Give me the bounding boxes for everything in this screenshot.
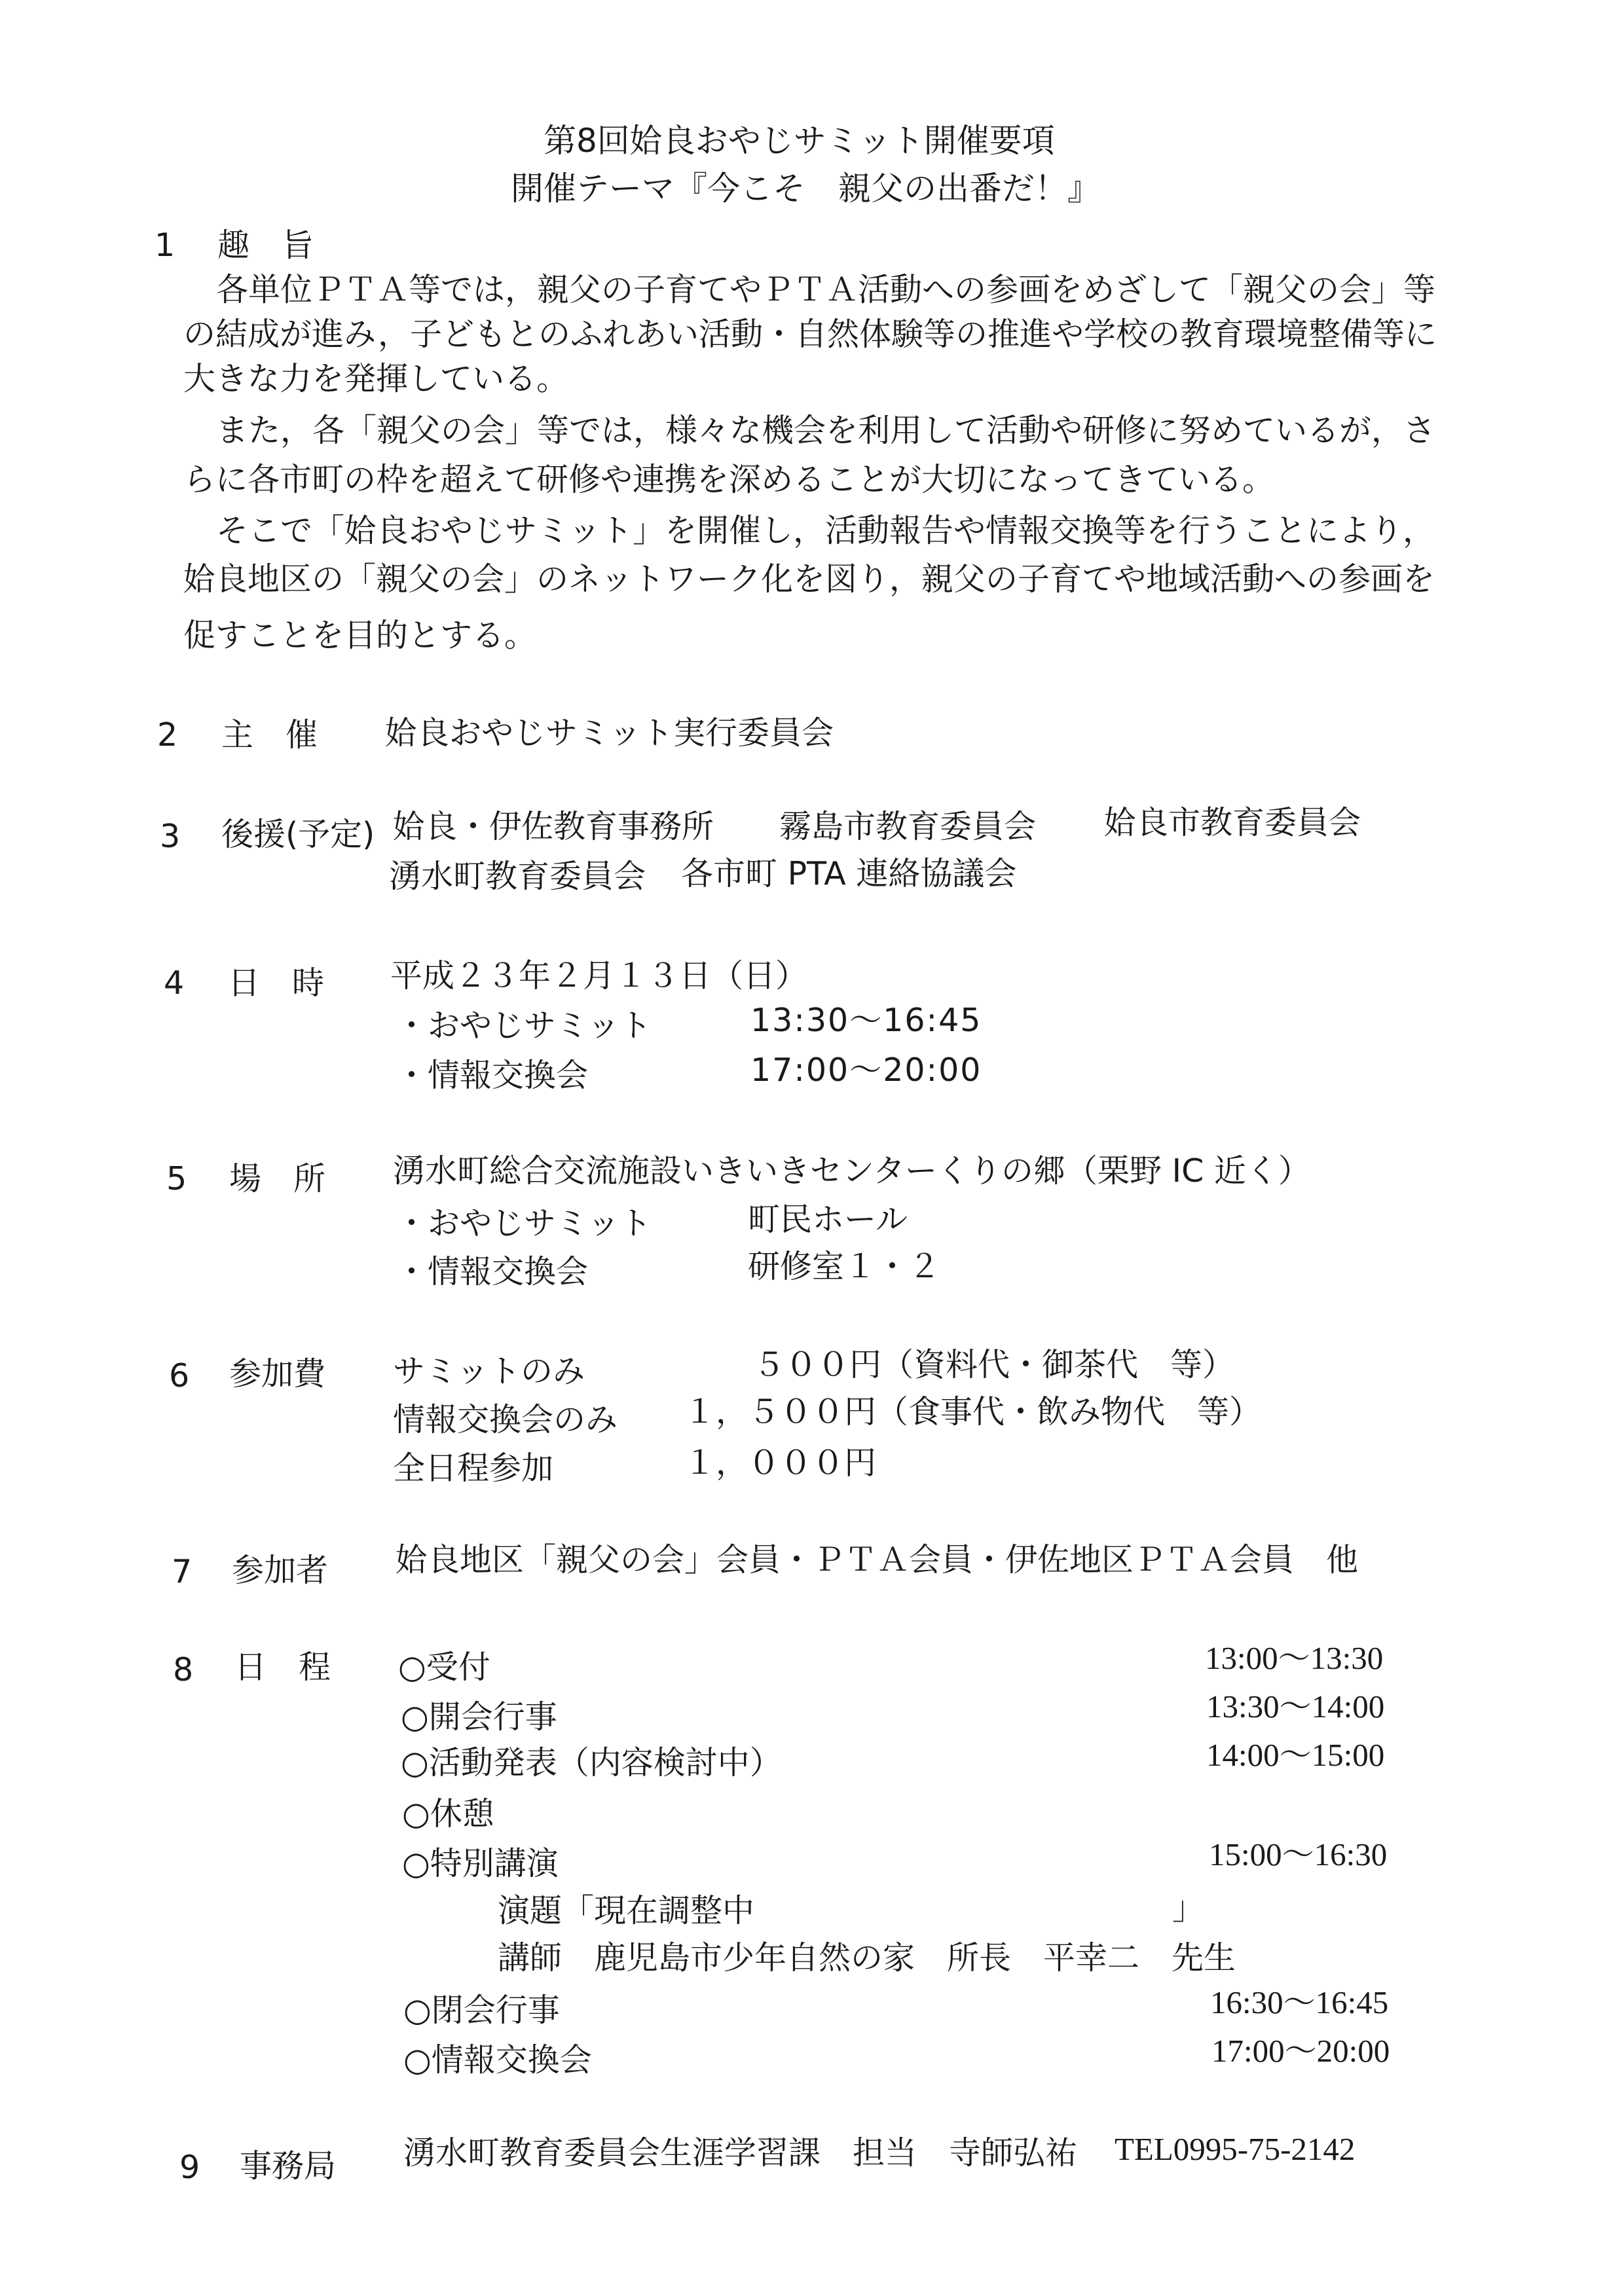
lecturer: 講師 鹿児島市少年自然の家 所長 平幸二 先生 bbox=[498, 1939, 1236, 1977]
section-6-value: １，０００円 bbox=[684, 1444, 877, 1482]
section-4-label: ・おやじサミット bbox=[396, 1007, 652, 1044]
section-5-label: ・情報交換会 bbox=[396, 1253, 589, 1290]
section-6-label: 全日程参加 bbox=[393, 1449, 554, 1487]
schedule-time: 13:00～13:30 bbox=[1205, 1640, 1384, 1676]
section-9-value: 湧水町教育委員会生涯学習課 担当 寺師弘祐 bbox=[403, 2134, 1078, 2172]
section-9-number: 9 bbox=[179, 2149, 200, 2186]
schedule-item: ○閉会行事 bbox=[403, 1992, 560, 2029]
section-3-item: 各市町 PTA 連絡協議会 bbox=[681, 855, 1017, 892]
section-6-number: 6 bbox=[169, 1357, 190, 1394]
section-1-line: 大きな力を発揮している。 bbox=[183, 360, 569, 397]
section-4-time: 17:00～20:00 bbox=[750, 1051, 982, 1089]
lecture-title-end: 」 bbox=[1172, 1889, 1205, 1927]
schedule-item: ○受付 bbox=[398, 1649, 490, 1686]
schedule-item: ○特別講演 bbox=[402, 1845, 559, 1882]
section-6-label: 情報交換会のみ bbox=[393, 1401, 618, 1438]
section-1-line: らに各市町の枠を超えて研修や連携を深めることが大切になってきている。 bbox=[183, 461, 1275, 498]
section-1-line: 姶良地区の「親父の会」のネットワーク化を図り，親父の子育てや地域活動への参画を bbox=[183, 560, 1435, 598]
section-5-label: ・おやじサミット bbox=[396, 1205, 652, 1242]
schedule-time: 14:00～15:00 bbox=[1206, 1737, 1385, 1773]
section-1-number: 1 bbox=[155, 227, 175, 264]
section-5-number: 5 bbox=[166, 1160, 187, 1197]
section-3-item: 姶良市教育委員会 bbox=[1104, 804, 1361, 841]
section-8-number: 8 bbox=[173, 1651, 194, 1688]
section-3-item: 霧島市教育委員会 bbox=[779, 808, 1037, 845]
section-5-venue: 湧水町総合交流施設いきいきセンターくりの郷（栗野 IC 近く） bbox=[393, 1152, 1310, 1190]
section-5-heading: 場 所 bbox=[229, 1160, 326, 1197]
section-6-value: ５００円（資料代・御茶代 等） bbox=[753, 1346, 1235, 1383]
section-4-heading: 日 時 bbox=[228, 964, 325, 1002]
section-9-heading: 事務局 bbox=[240, 2147, 337, 2185]
section-6-label: サミットのみ bbox=[393, 1353, 585, 1390]
section-4-date: 平成２３年２月１３日（日） bbox=[390, 957, 808, 994]
schedule-item: ○情報交換会 bbox=[403, 2041, 592, 2079]
schedule-time: 17:00～20:00 bbox=[1211, 2033, 1390, 2069]
section-3-item: 姶良・伊佐教育事務所 bbox=[393, 808, 714, 845]
section-2-heading: 主 催 bbox=[221, 716, 318, 754]
document-title: 第8回姶良おやじサミット開催要項 bbox=[544, 122, 1055, 160]
section-5-value: 町民ホール bbox=[748, 1201, 908, 1238]
section-2-number: 2 bbox=[157, 716, 178, 754]
schedule-item: ○活動発表（内容検討中） bbox=[401, 1744, 782, 1781]
section-6-heading: 参加費 bbox=[229, 1355, 326, 1393]
schedule-time: 15:00～16:30 bbox=[1209, 1836, 1388, 1872]
section-8-heading: 日 程 bbox=[234, 1649, 331, 1686]
section-3-number: 3 bbox=[160, 818, 181, 855]
lecture-title: 演題「現在調整中 bbox=[498, 1892, 755, 1929]
schedule-item: ○休憩 bbox=[402, 1795, 494, 1832]
section-4-time: 13:30～16:45 bbox=[750, 1002, 982, 1039]
section-5-value: 研修室１・２ bbox=[748, 1248, 941, 1285]
section-9-tel: TEL0995-75-2142 bbox=[1115, 2131, 1356, 2167]
schedule-time: 16:30～16:45 bbox=[1210, 1984, 1389, 2020]
section-1-line: 促すことを目的とする。 bbox=[183, 617, 537, 654]
section-1-line: また，各「親父の会」等では，様々な機会を利用して活動や研修に努めているが，さ bbox=[216, 412, 1436, 449]
section-1-line: そこで「姶良おやじサミット」を開催し，活動報告や情報交換等を行うことにより， bbox=[216, 512, 1435, 549]
section-1-line: 各単位ＰＴＡ等では，親父の子育てやＰＴＡ活動への参画をめざして「親父の会」等 bbox=[216, 271, 1436, 308]
schedule-time: 13:30～14:00 bbox=[1206, 1688, 1385, 1724]
section-3-heading: 後援(予定) bbox=[221, 816, 375, 853]
section-6-value: １，５００円（食事代・飲み物代 等） bbox=[684, 1393, 1262, 1430]
schedule-item: ○開会行事 bbox=[401, 1698, 557, 1736]
section-7-heading: 参加者 bbox=[232, 1552, 329, 1589]
section-2-value: 姶良おやじサミット実行委員会 bbox=[385, 714, 834, 752]
document-theme: 開催テーマ『今こそ 親父の出番だ！』 bbox=[511, 170, 1100, 208]
section-1-line: の結成が進み，子どもとのふれあい活動・自然体験等の推進や学校の教育環境整備等に bbox=[183, 316, 1437, 353]
section-7-number: 7 bbox=[172, 1553, 193, 1590]
section-4-label: ・情報交換会 bbox=[396, 1057, 589, 1094]
section-1-heading: 趣 旨 bbox=[217, 227, 314, 264]
section-7-value: 姶良地区「親父の会」会員・ＰＴＡ会員・伊佐地区ＰＴＡ会員 他 bbox=[396, 1541, 1359, 1578]
section-3-item: 湧水町教育委員会 bbox=[389, 858, 646, 895]
section-4-number: 4 bbox=[164, 964, 185, 1002]
